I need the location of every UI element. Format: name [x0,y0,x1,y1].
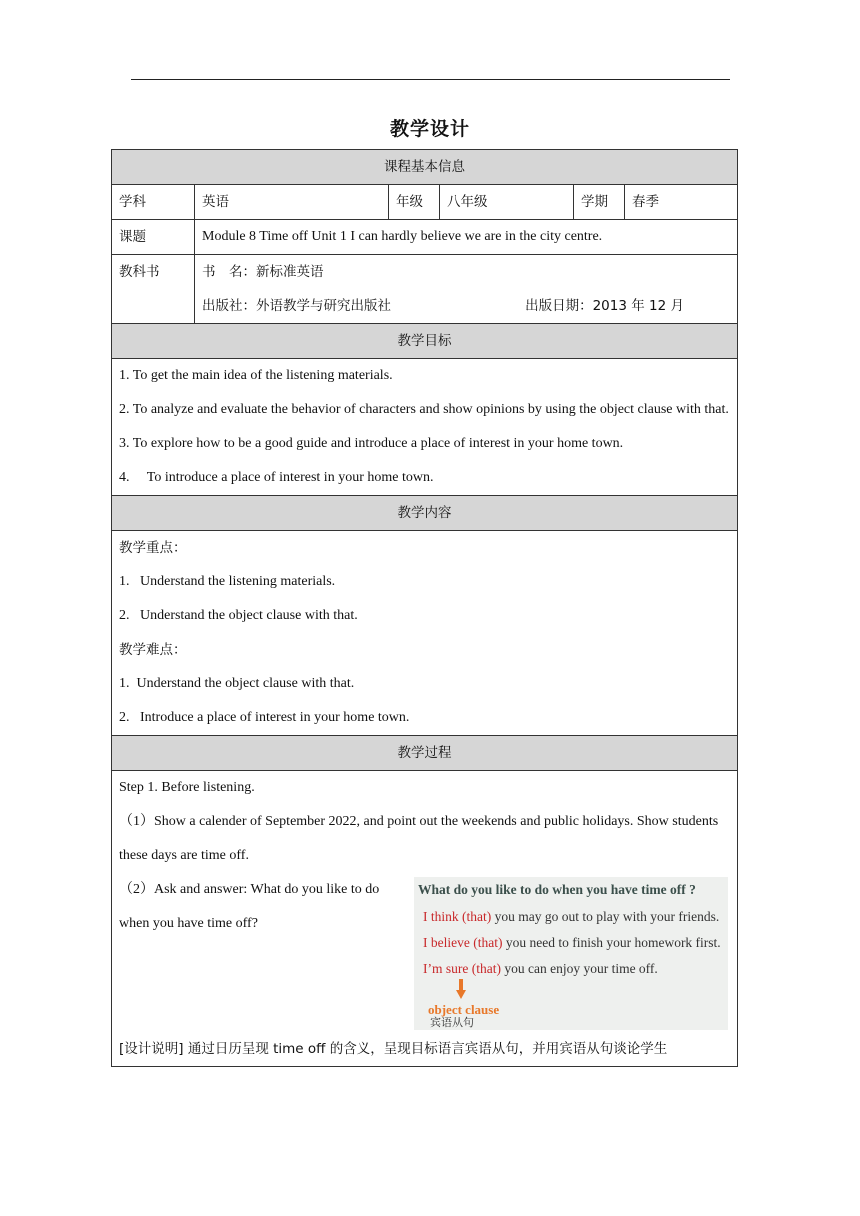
section-header-basic-info: 课程基本信息 [112,150,738,185]
subject-value: 英语 [195,185,389,220]
subject-label: 学科 [112,185,195,220]
lesson-plan-table [111,149,738,1067]
content-cell [112,531,738,736]
section-header-process: 教学过程 [112,736,738,771]
step-1-heading: Step 1. Before listening. [119,780,255,795]
design-note: [设计说明] 通过日历呈现 time off 的含义，呈现目标语言宾语从句，并用宾语从句谈论学生 [119,1041,668,1057]
key-point-item: 2. Understand the object clause with that. [119,608,358,623]
publisher: 出版社：外语教学与研究出版社 [202,298,391,314]
key-points-label: 教学重点： [119,540,187,556]
grade-label: 年级 [389,185,440,220]
textbook-label: 教科书 [112,255,195,324]
term-value: 春季 [625,185,738,220]
section-header-content: 教学内容 [112,496,738,531]
topic-label: 课题 [112,220,195,255]
down-arrow-icon [456,979,466,999]
objective-item: 1. To get the main idea of the listening materials. [119,368,393,383]
figure-question: What do you like to do when you have time off ? [418,882,696,897]
objectives-cell [112,359,738,496]
publish-date: 出版日期：2013 年 12 月 [525,298,684,314]
figure-example-line: I believe (that) you need to finish your homework first. [423,935,721,950]
section-header-objectives: 教学目标 [112,324,738,359]
process-paragraph-2: （2）Ask and answer: What do you like to do when you have time off? [119,882,380,931]
publisher-row [202,289,730,323]
objective-item: 3. To explore how to be a good guide and introduce a place of interest in your home town. [119,436,624,451]
book-name: 书 名：新标准英语 [202,264,324,280]
figure-example-line: I’m sure (that) you can enjoy your time off. [423,961,658,976]
difficult-point-item: 2. Introduce a place of interest in your home town. [119,710,410,725]
figure-object-clause-chinese: 宾语从句 [430,1016,474,1029]
figure-example-line: I think (that) you may go out to play with your friends. [423,909,720,924]
textbook-info [195,255,738,324]
topic-value [195,220,738,255]
process-paragraph-2-row [119,873,730,1030]
objective-item: 2. To analyze and evaluate the behavior of characters and show opinions by using the object clause with that. [119,402,729,417]
process-cell [112,771,738,1067]
process-paragraph-1: （1）Show a calender of September 2022, and point out the weekends and public holidays. Show students these days are time off. [119,814,719,863]
key-point-item: 1. Understand the listening materials. [119,574,336,589]
object-clause-figure [414,877,728,1030]
document-title: 教学设计 [389,118,470,140]
header-rule [131,79,730,80]
figure-object-clause-label: object clause [428,1002,500,1017]
difficult-point-item: 1. Understand the object clause with that. [119,676,355,691]
term-label: 学期 [574,185,625,220]
topic-text: Module 8 Time off Unit 1 I can hardly believe we are in the city centre. [202,229,603,244]
difficult-points-label: 教学难点： [119,642,187,658]
grade-value: 八年级 [440,185,574,220]
objective-item: 4. To introduce a place of interest in your home town. [119,470,434,485]
